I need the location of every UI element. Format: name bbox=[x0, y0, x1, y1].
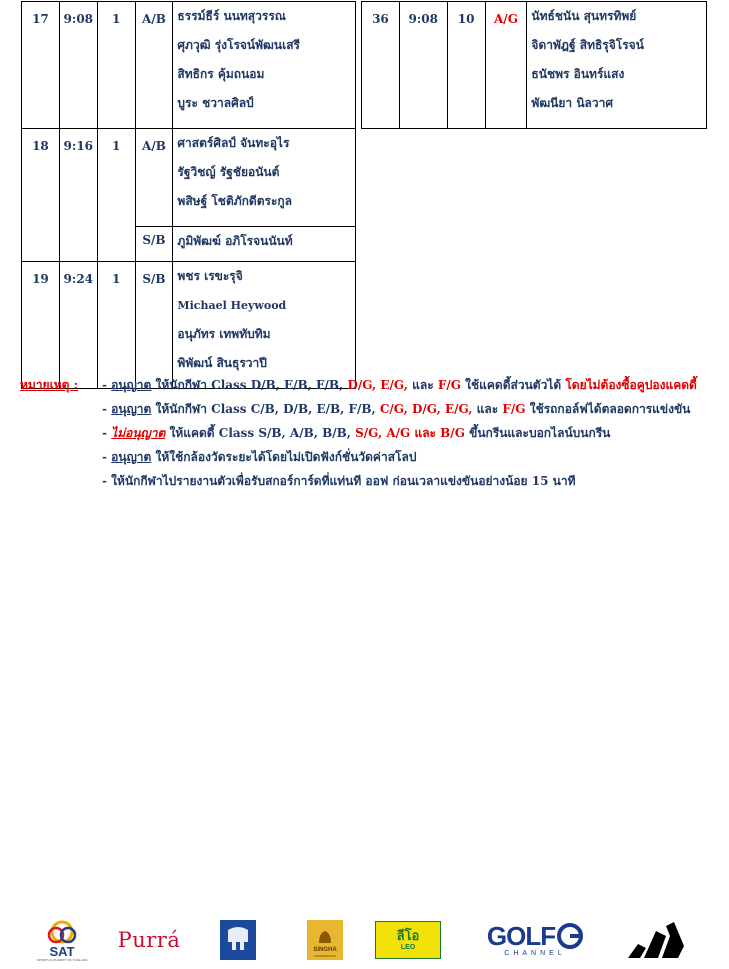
player-names bbox=[527, 2, 707, 129]
note-line-green bbox=[102, 424, 610, 443]
left-pairing-table bbox=[21, 1, 356, 389]
sponsor-logos bbox=[0, 915, 729, 969]
player-name: พสิษฐ์ โชติภักดีตระกูล bbox=[177, 194, 293, 208]
singha-subtitle: CORPORATION bbox=[313, 954, 337, 958]
table-row bbox=[22, 129, 356, 227]
adidas-stripes-icon bbox=[626, 922, 688, 958]
tee-time: 9:16 bbox=[59, 129, 97, 262]
group-number: 17 bbox=[22, 2, 60, 129]
player-name: พิพัฒน์ สินธุรวาปี bbox=[177, 356, 267, 370]
tee-number: 10 bbox=[447, 2, 485, 129]
player-class: A/B bbox=[135, 2, 173, 129]
player-name: พชร เรขะรุจิ bbox=[177, 269, 243, 283]
note-keyword: อนุญาต bbox=[111, 378, 152, 392]
tee-number: 1 bbox=[97, 129, 135, 262]
tee-time: 9:24 bbox=[59, 262, 97, 389]
note-text: ให้ใช้กล้องวัดระยะได้โดยไม่เปิดฟังก์ชั่นวัดค่าสโลป bbox=[151, 450, 417, 464]
tee-number: 1 bbox=[97, 262, 135, 389]
note-text: ใช้แคดดี้ส่วนตัวได้ bbox=[460, 378, 566, 392]
note-line-scorecard bbox=[102, 472, 576, 491]
player-name: Michael Heywood bbox=[177, 299, 287, 312]
note-line-caddie bbox=[102, 376, 697, 395]
adidas-logo bbox=[625, 915, 689, 965]
player-name: นัทธ์ชนัน สุนทรทิพย์ bbox=[531, 9, 637, 23]
player-class: S/B bbox=[135, 262, 173, 389]
golf-g-icon bbox=[557, 923, 583, 949]
sat-wordmark: SAT bbox=[49, 943, 75, 959]
sat-logo bbox=[36, 915, 88, 965]
group-number: 36 bbox=[362, 2, 400, 129]
singha-lion-icon bbox=[315, 927, 335, 947]
golf-subtitle: CHANNEL bbox=[504, 950, 566, 957]
leo-wordmark: ลีโอ bbox=[396, 928, 420, 944]
note-keyword: อนุญาต bbox=[111, 450, 152, 464]
player-name: รัฐวิชญ์ รัฐชัยอนันต์ bbox=[177, 165, 280, 179]
player-name: ธนัชพร อินทร์แสง bbox=[531, 67, 625, 81]
note-keyword: ไม่อนุญาต bbox=[111, 426, 166, 440]
singha-wordmark: SINGHA bbox=[313, 947, 337, 953]
note-classes: D/G, E/G, bbox=[347, 378, 408, 392]
note-bullet: - bbox=[102, 378, 112, 392]
tee-time: 9:08 bbox=[59, 2, 97, 129]
player-name: ภูมิพัฒฆ์ อภิโรจนนันท์ bbox=[177, 234, 293, 248]
tee-time: 9:08 bbox=[399, 2, 447, 129]
right-pairing-table bbox=[361, 1, 707, 129]
player-name: ธรรม์ธีร์ นนทสุวรรณ bbox=[177, 9, 286, 23]
note-bullet: - bbox=[102, 450, 112, 464]
player-name: จิดาพัฎฐ์ สิทธิรุจิโรจน์ bbox=[531, 38, 644, 52]
sat-rings-icon bbox=[44, 919, 80, 945]
note-emphasis: โดยไม่ต้องซื้อคูปองแคดดี้ bbox=[565, 378, 697, 392]
note-text: ให้นักกีฬา Class D/B, E/B, F/B, bbox=[151, 378, 348, 392]
player-names bbox=[173, 129, 356, 227]
player-name: พัฒนียา นิลวาศ bbox=[531, 96, 613, 110]
table-row bbox=[22, 2, 356, 129]
golf-wordmark: GOLF bbox=[486, 921, 556, 951]
chang-elephant-icon bbox=[220, 920, 256, 960]
note-classes: S/G, A/G และ B/G bbox=[355, 426, 465, 440]
note-text: และ bbox=[407, 378, 438, 392]
table-row bbox=[22, 262, 356, 389]
note-bullet: - bbox=[102, 426, 112, 440]
note-bullet: - bbox=[102, 402, 112, 416]
player-name: อนุภัทร เทพทับทิม bbox=[177, 327, 271, 341]
note-line-cart bbox=[102, 400, 690, 419]
group-number: 18 bbox=[22, 129, 60, 262]
player-names bbox=[173, 262, 356, 389]
note-text: ขึ้นกรีนและบอกไลน์บนกรีน bbox=[464, 426, 611, 440]
notes-label: หมายเหตุ : bbox=[20, 378, 79, 392]
player-name: สิทธิกร คุ้มถนอม bbox=[177, 67, 265, 81]
note-line-rangefinder bbox=[102, 448, 416, 467]
note-classes: F/G bbox=[502, 402, 526, 416]
purra-logo: Purrá bbox=[117, 928, 181, 952]
table-row bbox=[362, 2, 707, 129]
note-classes: C/G, D/G, E/G, bbox=[379, 402, 473, 416]
chang-logo bbox=[219, 915, 257, 965]
player-names bbox=[173, 227, 356, 262]
note-text: และ bbox=[472, 402, 503, 416]
player-class: A/G bbox=[485, 2, 527, 129]
player-name: บูระ ชวาลศิลป์ bbox=[177, 96, 254, 110]
player-name: ศาสตร์ศิลป์ จันทะอุไร bbox=[177, 136, 290, 150]
player-names bbox=[173, 2, 356, 129]
sat-subtitle: SPORTS AUTHORITY OF THAILAND bbox=[36, 957, 88, 962]
note-text: ให้นักกีฬา Class C/B, D/B, E/B, F/B, bbox=[151, 402, 380, 416]
leo-subtitle: LEO bbox=[400, 943, 416, 951]
note-text: - ให้นักกีฬาไปรายงานตัวเพื่อรับสกอร์การ์ดที่แท่นที ออฟ ก่อนเวลาแข่งขันอย่างน้อย 15 นาที bbox=[102, 474, 576, 488]
group-number: 19 bbox=[22, 262, 60, 389]
leo-logo bbox=[374, 915, 442, 965]
note-keyword: อนุญาต bbox=[111, 402, 152, 416]
player-class: A/B bbox=[135, 129, 173, 227]
note-classes: F/G bbox=[437, 378, 461, 392]
note-text: ใช้รถกอล์ฟได้ตลอดการแข่งขัน bbox=[525, 402, 691, 416]
tee-number: 1 bbox=[97, 2, 135, 129]
singha-logo bbox=[306, 915, 344, 965]
note-text: ให้แคดดี้ Class S/B, A/B, B/B, bbox=[165, 426, 356, 440]
golf-channel-logo bbox=[474, 915, 596, 965]
player-name: ศุภวุฒิ รุ่งโรจน์พัฒนเสรี bbox=[177, 38, 300, 52]
player-class: S/B bbox=[135, 227, 173, 262]
